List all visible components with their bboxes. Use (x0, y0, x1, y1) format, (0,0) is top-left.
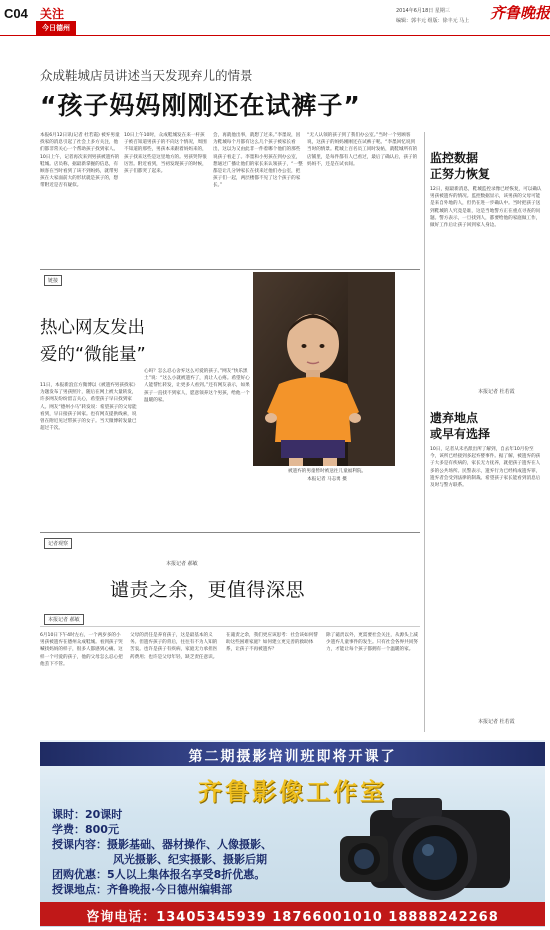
sidebar-title-line: 监控数据 (430, 151, 479, 165)
sidebar-body-2: 10日，记者从未名派出所了解到，自去年10月份至今，该所已经接到多起弃婴事件。据了解，被遗弃的孩子大多是有疾病的，家长无力抚养，就把孩子遗弃在人多的公共场所。民警表示，遗弃行为已经构成遗弃罪，遗弃者会受到法律的制裁。希望孩子家长能看到消息后及时与警方联系。 (430, 447, 541, 489)
commentary-byline-tag: 本报记者 郝敏 (44, 614, 84, 625)
lead-body-col-3: 会，再就他出事，就想了过来。”李墨说，因为鞋城每个月都有这么几个孩子被家长看出，这以为又由此非一件着哪个他们的那些说孩子看走了。李墨和小男孩在到办公室，想通过广播让他们的家长来认领孩子，“一整都是让几分钟家长在找来过他们办公室，把孩子们一起，两层楼都不见了这个孩子的家长。” (213, 133, 303, 189)
page-number: C04 (4, 6, 28, 21)
lead-headline: “孩子妈妈刚刚还在试裤子” (40, 91, 361, 120)
feature-title-line: 爱的“微能量” (40, 345, 146, 365)
date-line: 2014年6月18日 星期三 (396, 8, 450, 14)
boy-photo-image (253, 272, 395, 466)
section-tag: 今日德州 (36, 21, 76, 35)
feature-tag: 链接 (44, 275, 62, 286)
ad-line-content: 授课内容：摄影基础、器材操作、人像摄影、 (52, 838, 272, 851)
header-info (396, 6, 488, 26)
editor-line: 编辑：郭丰元 组版：徐丰元 马上 (396, 18, 470, 24)
ad-line-location: 授课地点：齐鲁晚报·今日德州编辑部 (52, 883, 233, 896)
lead-body-col-2: 10日上午10时，众成鞋城发在来一杆孩子被召知道男孩子的不向这个情况，周围不知道的那些，男孩本来跟着妈妈来的，孩子找来这些是这里地方的。男孩哭得很厉害。附近看到，当初发现孩子的时候，孩子们都哭了起来。 (124, 133, 207, 175)
photo-caption (260, 468, 394, 484)
feature-byline: 本报记者 郝敏 (166, 561, 198, 567)
feature-body-col-1: 11日，本报新浪官方微博以《被遗弃男孩找家》为题发布了男孩照片，随后在网上被大量转发，许多网友纷纷留言关心，希望孩子早日找到家人。网友“德州小马”转发说：希望孩子的父母能看到，早日接孩子回家。也有网友提供线索，说曾在附近见过带孩子的女子。当天微博转发量已超过千次。 (40, 383, 138, 432)
boy-photo (253, 272, 395, 466)
commentary-top-rule (40, 532, 420, 533)
commentary-body-col-2: 父母的责任是养育孩子，这是最基本的义务。但遗弃孩子的背后，往往有不为人知的苦衷。也许是孩子有疾病，家庭无力承担医药费用；也许是父母年轻，缺乏责任意识。 (130, 633, 218, 660)
sidebar-divider (424, 132, 425, 732)
feature-top-rule (40, 269, 420, 270)
ad-title: 齐鲁影像工作室 (198, 778, 387, 806)
feature-body-col-2: 心吗？怎么忍心舍弃这么可爱的孩子。”网友“快乐黑土”说：“这么小就被遗弃了，真让人心疼。希望好心人能帮忙转发，让更多人看到。”还有网友表示，如果孩子一直找不到家人，愿意领养这个男孩，给他一个温暖的家。 (144, 369, 250, 403)
sidebar-byline-1: 本报记者 杜若霞 (478, 389, 515, 395)
lead-body-col-4: “无人认领的孩子到了我们办公室。”当时一个男顾客说，这孩子的妈妈刚刚还在试裤子呢。“李墨回忆说到当时的情景。鞋城上百名员工同时发帖，就鞋城所有的店铺里，是每件都有人已看过，最后了确认后，孩子的妈妈不，还是在试衣间。 (307, 133, 418, 167)
commentary-body-col-4: 除了谴责以外，更需要社会关注，从源头上减少遗弃儿童事件的发生。只有社会各界共同努力，才能让每个孩子都拥有一个温暖的家。 (326, 633, 418, 653)
feature-title (40, 315, 146, 369)
sidebar-body-1: 12日，据最新消息，鞋城监控录像已经恢复，可以确认男孩被遗弃的情况。监控数据显示，该男孩的父母可能是来自外地的人，但仍在进一步确认中。当时把孩子送到鞋城的人究竟是谁，这是当地警方正在重点寻查的问题。警方表示，一旦找到人，都要给他的家庭做工作，做好工作后让孩子回到家人身边。 (430, 187, 542, 229)
photo-caption-text: 被遗弃的男童暂时被送往儿童福利院。 (287, 469, 367, 474)
ad-line-fee: 学费：800元 (52, 823, 119, 836)
sidebar-title-line: 或早有选择 (430, 427, 491, 441)
commentary-title: 谴责之余，更值得深思 (110, 579, 306, 601)
commentary-body-col-1: 6月10日下午4时左右，一个两岁多的小男孩被遗弃在德州众成鞋城。看到孩子哭喊找妈妈的样子，很多人都感到心痛。这样一个可爱的孩子，他的父母怎么忍心把他丢下不管。 (40, 633, 123, 667)
sidebar-title-2 (430, 410, 490, 442)
page-section-title: 关注 (40, 7, 65, 21)
photo-credit: 本报记者 马志勇 摄 (307, 477, 347, 482)
sidebar-byline-2: 本报记者 杜若霞 (478, 719, 515, 725)
newspaper-logo: 齐鲁晚报 (490, 4, 550, 22)
ad-phone-text: 咨询电话：13405345939 18766001010 18888242268 (86, 910, 499, 925)
commentary-body-col-3: 在谴责之余，我们更应该思考：社会该如何帮助这些困难家庭？如何建立更完善的救助体系，让孩子不再被遗弃？ (226, 633, 318, 653)
sidebar-title-line: 遗弃地点 (430, 411, 479, 425)
ad-banner-text: 第二期摄影培训班即将开课了 (188, 749, 397, 765)
ad-line-discount: 团购优惠：5人以上集体报名享受8折优惠。 (52, 868, 266, 881)
sidebar-title-1 (430, 150, 490, 182)
sidebar-title-line: 正努力恢复 (430, 167, 491, 181)
commentary-tag: 记者观察 (44, 538, 72, 549)
lead-body-col-1: 本报6月12日讯(记者 杜若霞) 被弃男童找家的消息引起了社会上多方关注，他们都非常关心一个帮助孩子找到家人。10日上午，记者再次来到男孩被遗弃的鞋城。店员称，据最新掌握的信息，有顾客在当时看到了该不到妈妈，就带男孩在大家面前大的形状就是孩子的，想带附近是否有疑似。 (40, 133, 120, 189)
ad-line-hours: 课时：20课时 (52, 808, 123, 821)
feature-title-line: 热心网友发出 (40, 318, 145, 338)
commentary-sub-rule (40, 626, 420, 627)
lead-kicker: 众成鞋城店员讲述当天发现弃儿的情景 (40, 68, 253, 83)
ad-line-content-2: 风光摄影、纪实摄影、摄影后期 (113, 853, 267, 866)
